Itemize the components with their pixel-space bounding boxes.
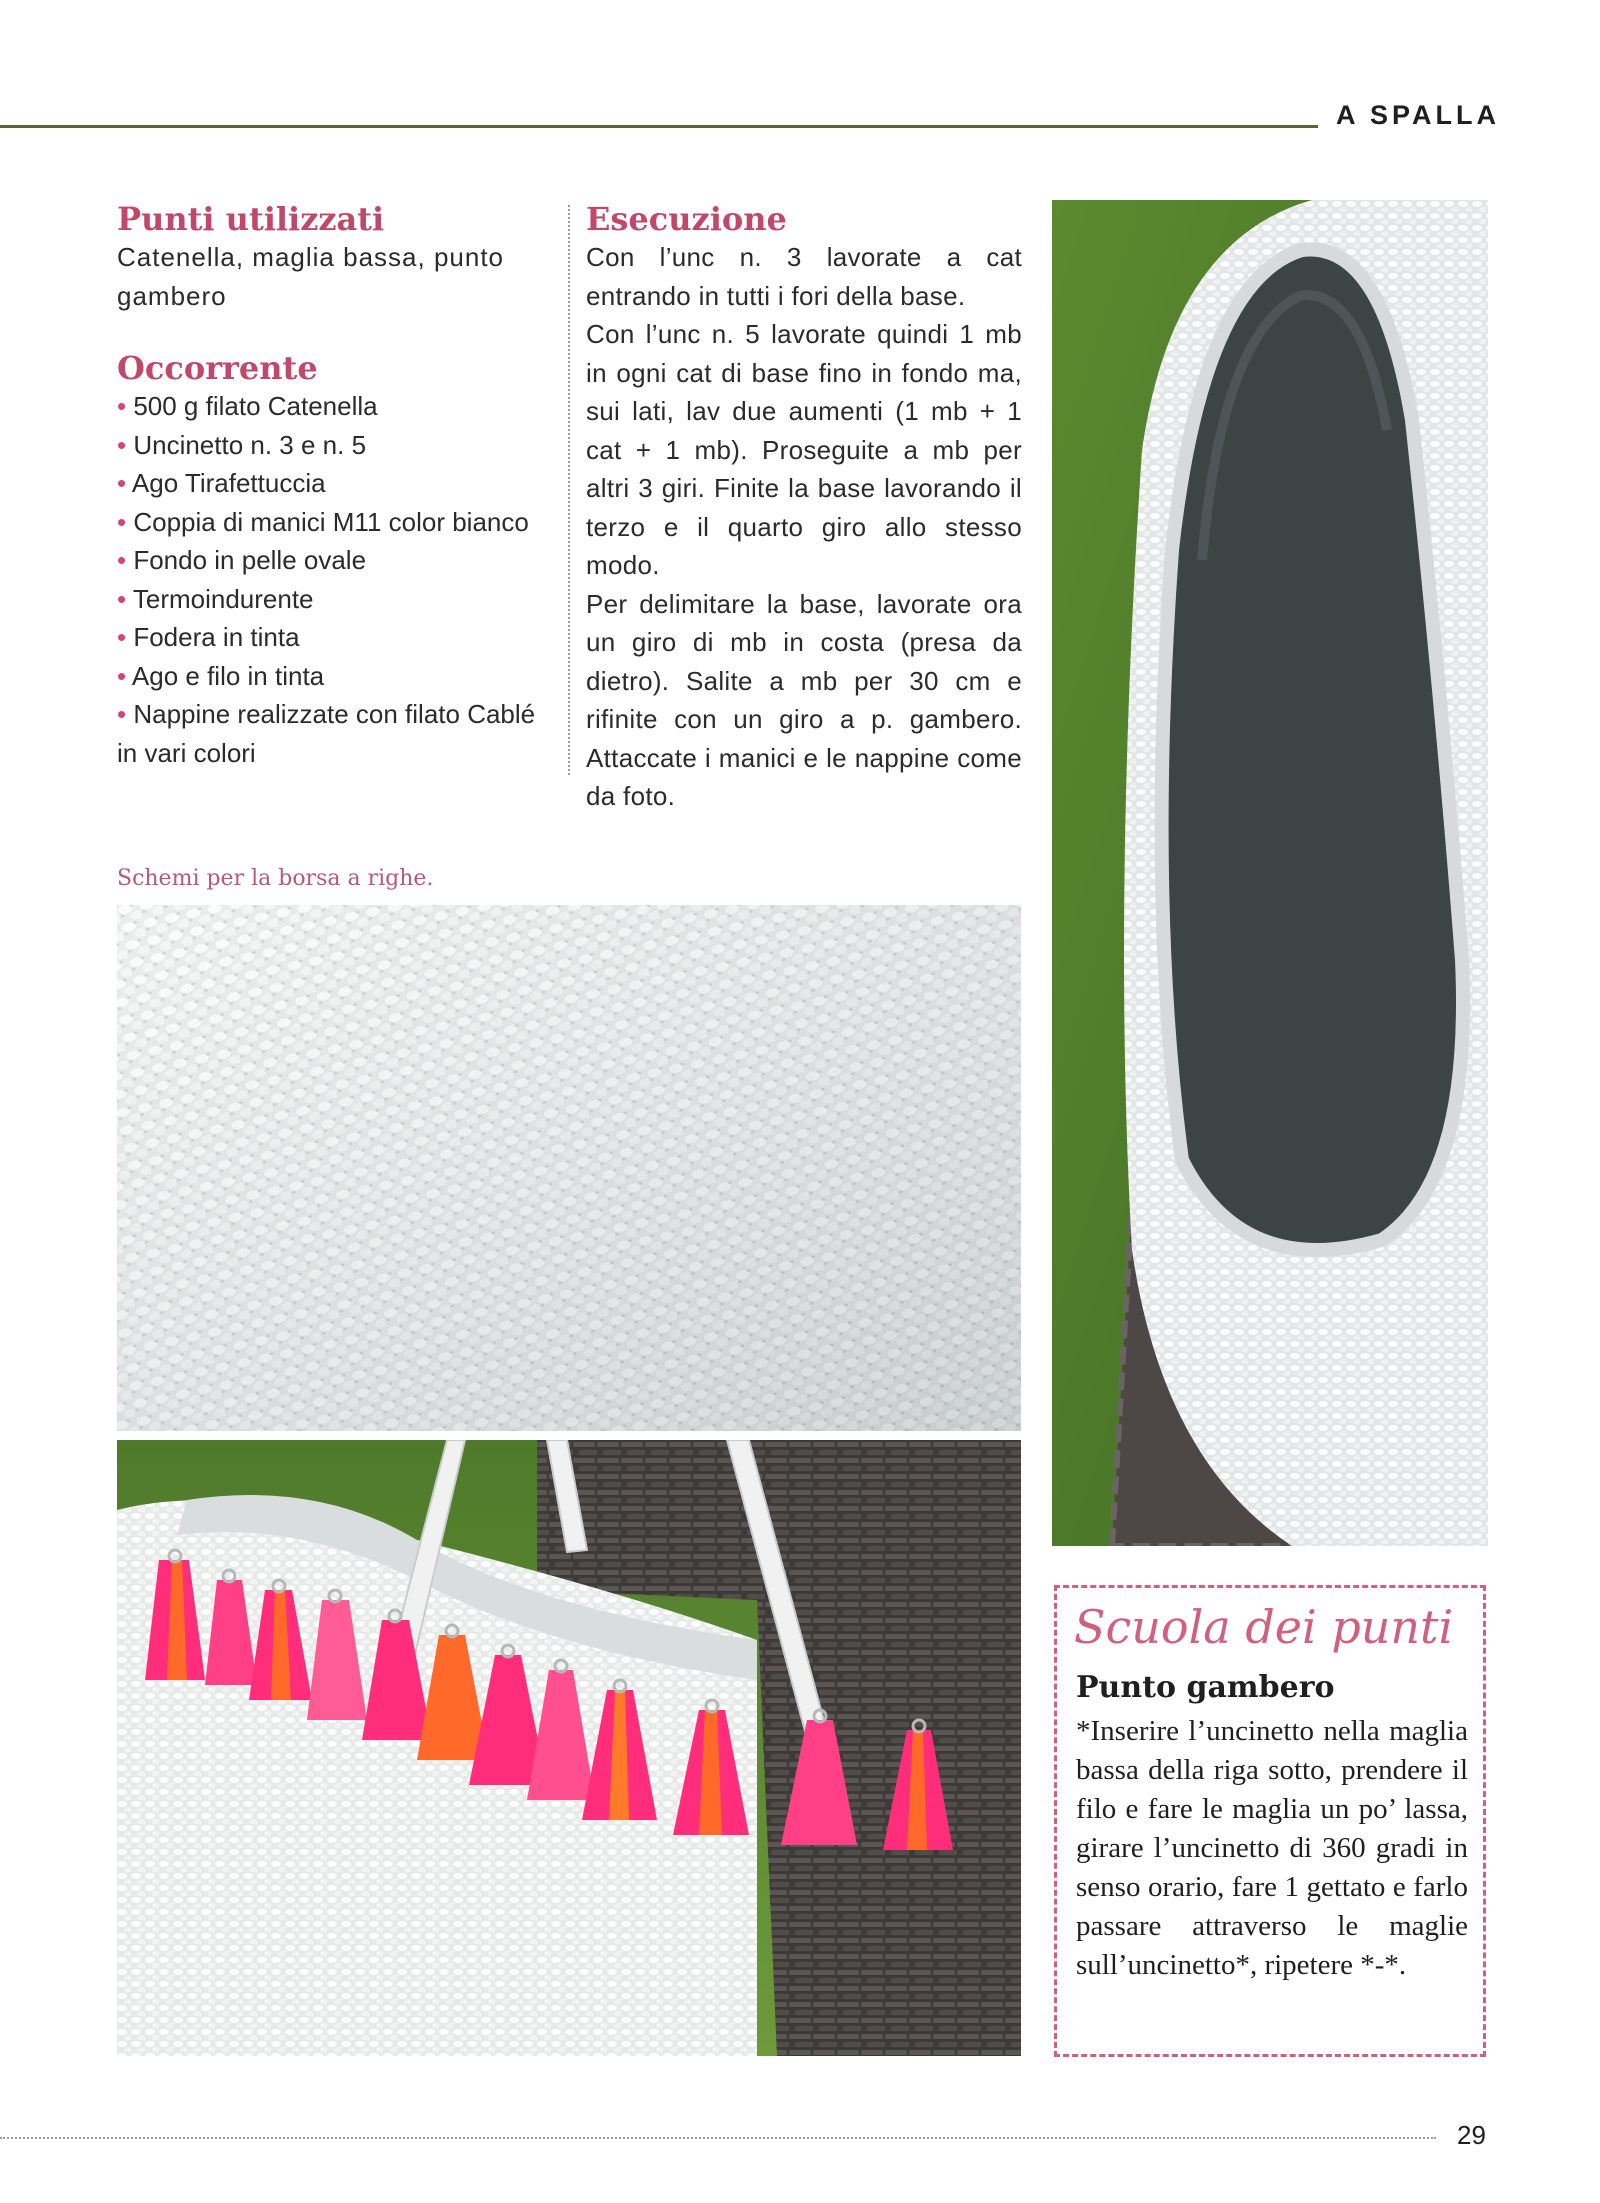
execution-paragraph: Con l’unc n. 5 lavorate quindi 1 mb in ogni cat di base fino in fondo ma, sui lati, lav due aumenti (1 mb + 1 cat + 1 mb). Proseguite a mb per altri 3 giri. Finite la base lavorando il terzo e il quarto giro allo stesso modo. — [586, 319, 1022, 580]
list-item: • Uncinetto n. 3 e n. 5 — [117, 426, 557, 465]
execution-heading: Esecuzione — [586, 200, 787, 238]
list-item: • Ago e filo in tinta — [117, 657, 557, 696]
stitches-text: Catenella, maglia bassa, punto gambero — [117, 242, 505, 311]
page-number: 29 — [1457, 2120, 1486, 2150]
column-divider — [568, 205, 570, 775]
photo-caption: Schemi per la borsa a righe. — [117, 866, 434, 891]
stitch-instructions: *Inserire l’uncinetto nella maglia bassa della riga sotto, prendere il filo e fare le maglia un po’ lassa, girare l’uncinetto di 360 gradi in senso orario, fare 1 gettato e farlo passare attraverso le maglie sull’uncinetto*, ripetere *-*. — [1076, 1715, 1468, 1981]
header-rule — [0, 125, 1318, 128]
bag-interior-photo — [1052, 200, 1488, 1546]
execution-paragraph: Con l’unc n. 3 lavorate a cat entrando in tutti i fori della base. — [586, 242, 1022, 311]
stitch-texture-photo — [117, 905, 1021, 1431]
list-item: • Fodera in tinta — [117, 618, 557, 657]
list-item: • Coppia di manici M11 color bianco — [117, 503, 557, 542]
stitch-name: Punto gambero — [1076, 1670, 1335, 1705]
materials-list — [117, 387, 557, 772]
right-column — [586, 200, 1022, 816]
tote-bag-tassels-photo — [117, 1440, 1021, 2056]
list-item: • Fondo in pelle ovale — [117, 541, 557, 580]
left-column — [117, 200, 557, 772]
stitch-school-title: Scuola dei punti — [1074, 1600, 1454, 1654]
list-item: • Nappine realizzate con filato Cablé in vari colori — [117, 695, 557, 772]
stitches-heading: Punti utilizzati — [117, 200, 385, 238]
execution-paragraph: Per delimitare la base, lavorate ora un giro di mb in costa (presa da dietro). Salite a mb per 30 cm e rifinite con un giro a p. gambero. Attaccate i manici e le nappine come da foto. — [586, 588, 1022, 811]
section-label: A SPALLA — [1336, 100, 1500, 130]
list-item: • 500 g filato Catenella — [117, 387, 557, 426]
footer-rule — [0, 2137, 1436, 2139]
list-item: • Ago Tirafettuccia — [117, 464, 557, 503]
materials-heading: Occorrente — [117, 349, 318, 387]
list-item: • Termoindurente — [117, 580, 557, 619]
